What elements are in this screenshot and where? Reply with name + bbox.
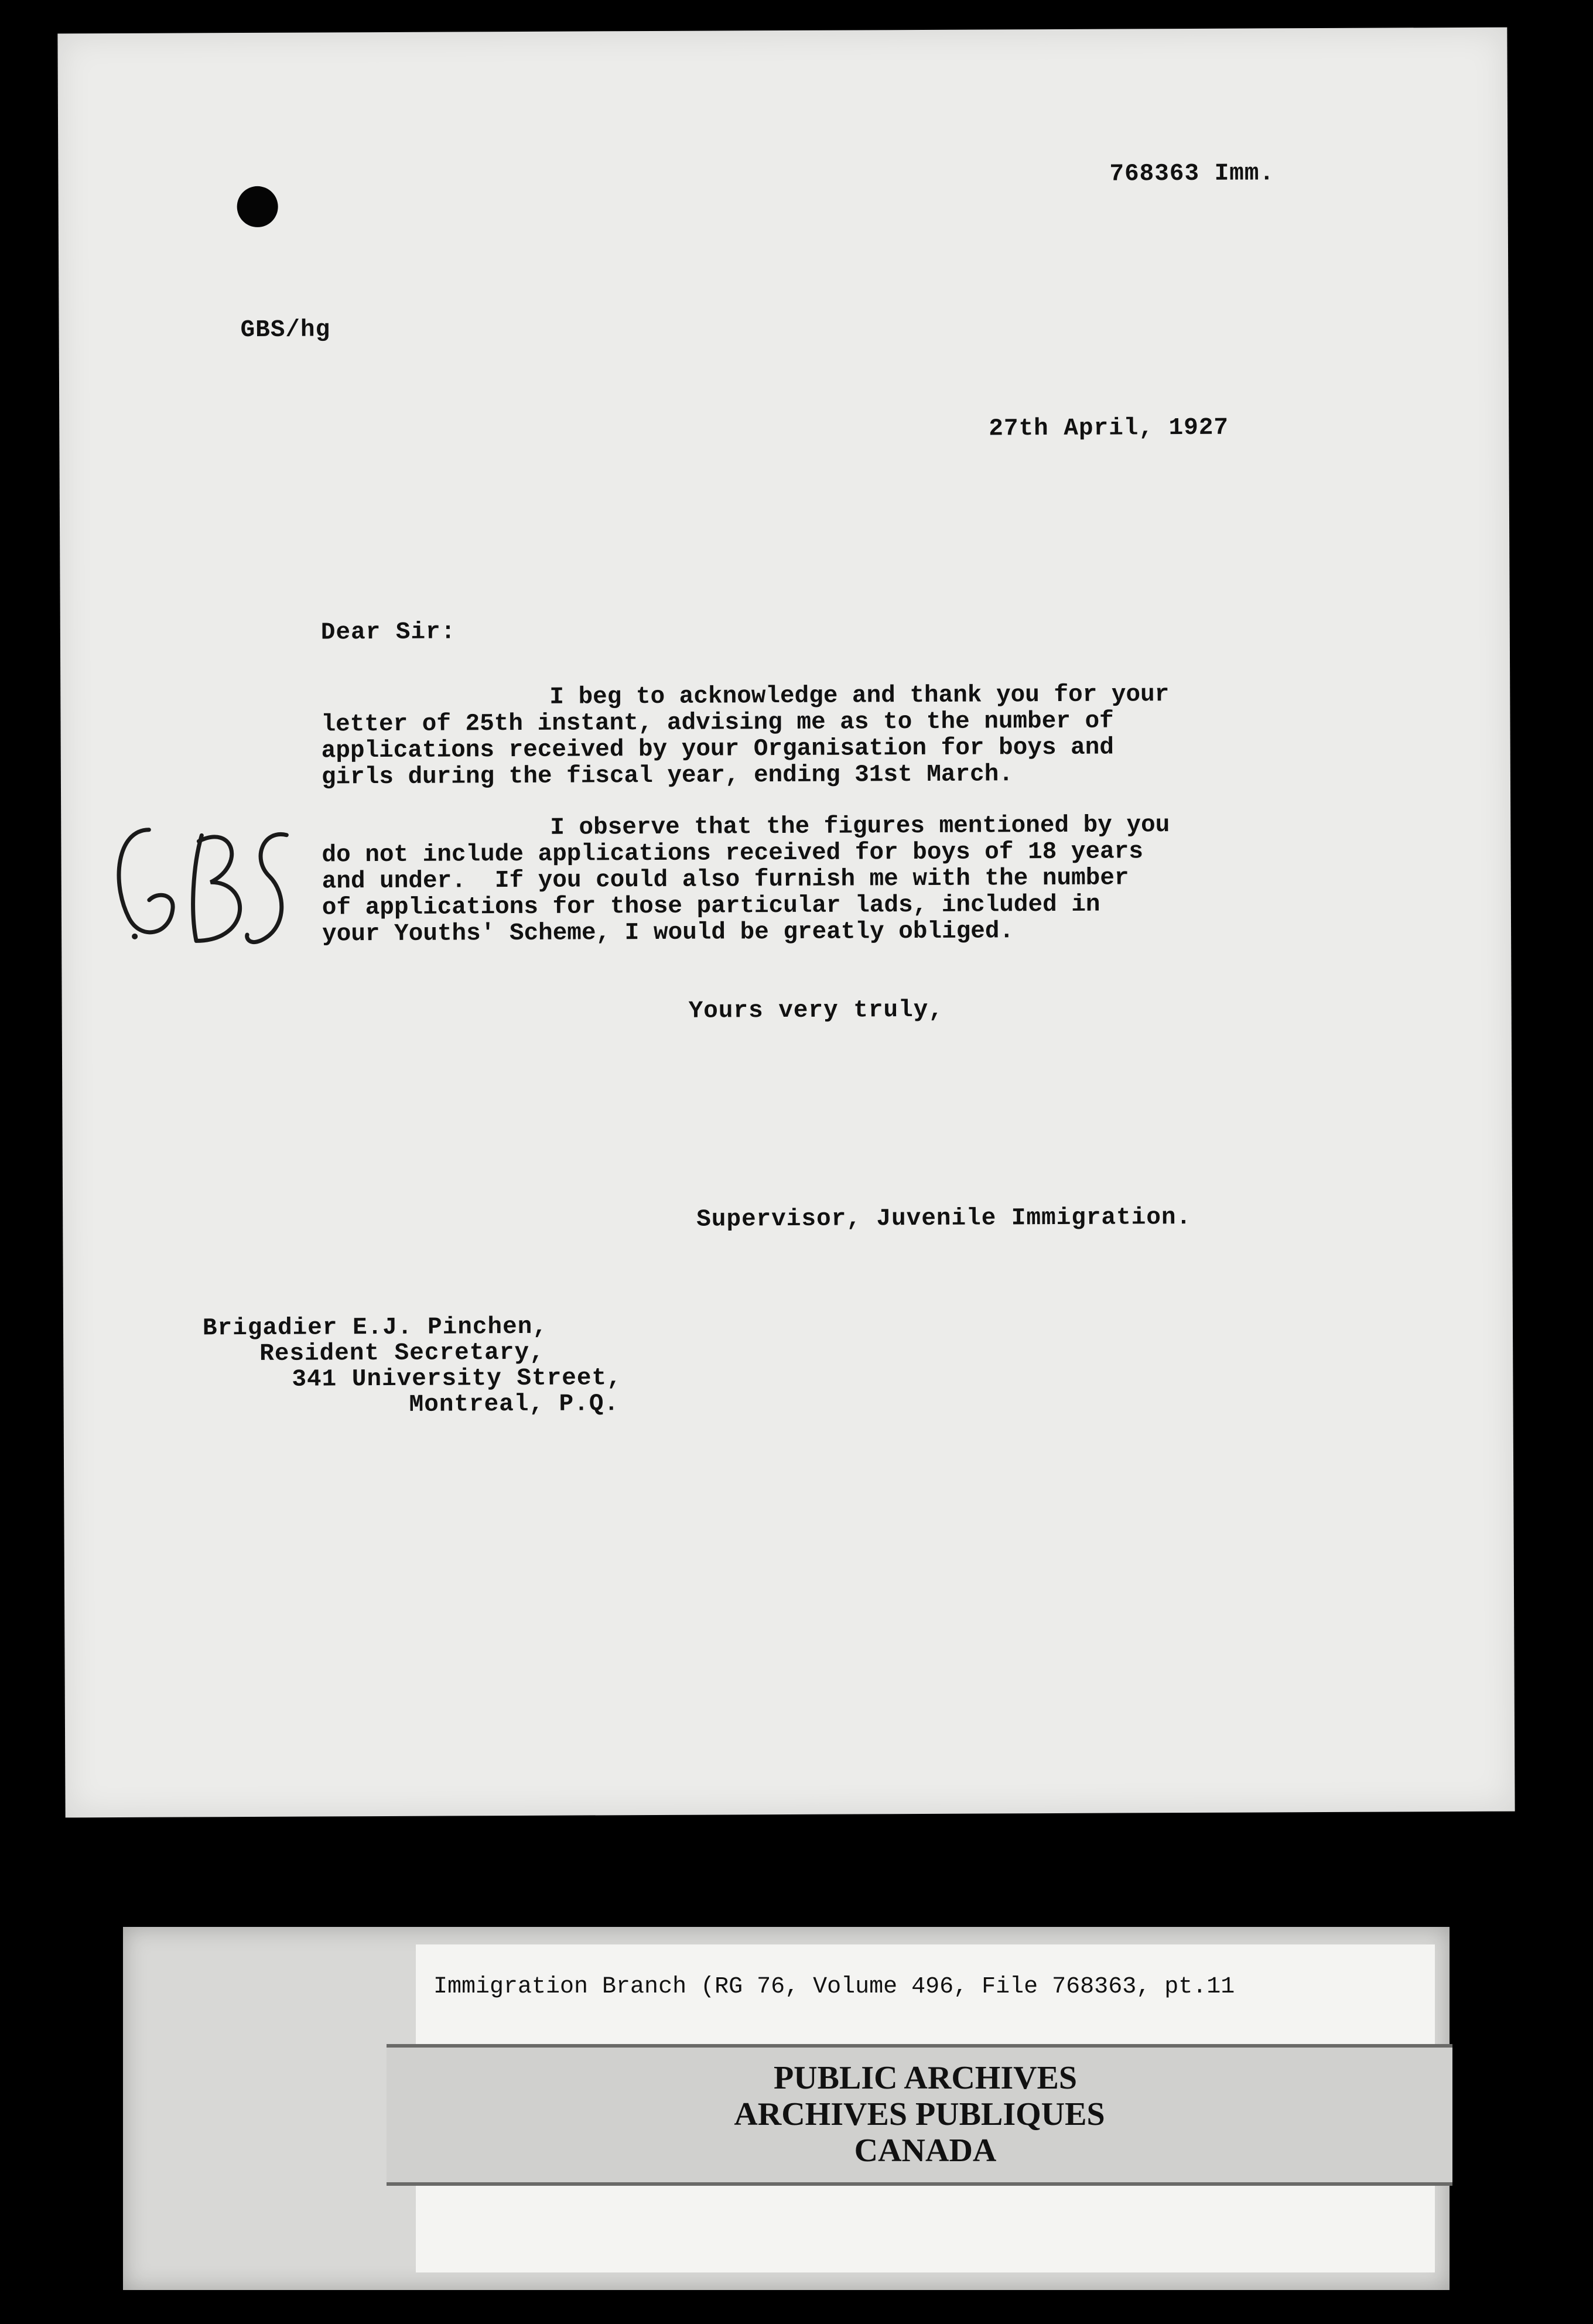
paragraph-line: do not include applications received for boys of 18 years: [322, 838, 1144, 869]
handwritten-initials: [93, 794, 316, 971]
paragraph-line: girls during the fiscal year, ending 31st March.: [321, 761, 1014, 791]
paragraph-line: and under. If you could also furnish me with the number: [322, 864, 1129, 896]
address-line: Montreal, P.Q.: [409, 1390, 620, 1419]
stamp-line: PUBLIC ARCHIVES: [773, 2060, 1078, 2096]
paragraph-line: of applications for those particular lads, included in: [322, 891, 1100, 922]
address-line: 341 University Street,: [292, 1365, 622, 1393]
paragraph-line: your Youths' Scheme, I would be greatly obliged.: [322, 918, 1014, 948]
paragraph-line: I observe that the figures mentioned by you: [550, 812, 1170, 842]
archive-reference: Immigration Branch (RG 76, Volume 496, File 768363, pt.11: [433, 1974, 1235, 2000]
letter-date: 27th April, 1927: [989, 414, 1229, 443]
file-reference: 768363 Imm.: [1109, 160, 1275, 188]
address-line: Brigadier E.J. Pinchen,: [202, 1313, 548, 1342]
closing: Yours very truly,: [688, 996, 944, 1025]
signature-title: Supervisor, Juvenile Immigration.: [696, 1204, 1192, 1233]
punch-hole: [237, 186, 278, 227]
stamp-line: ARCHIVES PUBLIQUES: [734, 2096, 1105, 2132]
stamp-line: CANADA: [854, 2132, 997, 2169]
typist-initials: GBS/hg: [240, 316, 331, 344]
letter-page: [57, 28, 1515, 1818]
salutation: Dear Sir:: [320, 618, 456, 647]
paragraph-line: letter of 25th instant, advising me as to the number of: [321, 708, 1114, 739]
archive-label-card: [123, 1927, 1450, 2290]
paragraph-line: applications received by your Organisation for boys and: [321, 734, 1115, 765]
address-line: Resident Secretary,: [259, 1339, 545, 1368]
paragraph-line: I beg to acknowledge and thank you for your: [549, 681, 1170, 711]
